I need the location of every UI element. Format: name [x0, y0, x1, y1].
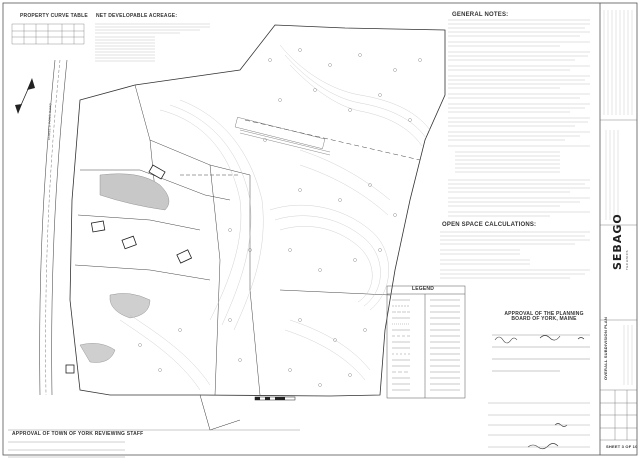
- legend-title: LEGEND: [412, 286, 435, 292]
- firm-logo-subtext: TECHNICS: [625, 249, 629, 270]
- title-block: [600, 120, 637, 440]
- contours: [120, 45, 430, 390]
- road: [40, 60, 67, 395]
- reviewing-staff-title: APPROVAL OF TOWN OF YORK REVIEWING STAFF: [12, 431, 144, 437]
- plan-title: OVERALL SUBDIVISION PLAN: [603, 317, 608, 380]
- scale-bar-icon: [255, 397, 295, 400]
- signature-scribbles: [495, 336, 584, 449]
- curve-table-grid: [12, 24, 84, 44]
- general-notes-title: GENERAL NOTES:: [452, 12, 509, 18]
- firm-logo-text: SEBAGO: [611, 213, 624, 270]
- wetland-hatch: [80, 117, 330, 362]
- net-developable-title: NET DEVELOPABLE ACREAGE:: [96, 13, 178, 19]
- sheet-number: SHEET 3 OF 10: [606, 444, 638, 449]
- open-space-title: OPEN SPACE CALCULATIONS:: [442, 222, 537, 228]
- north-arrow-icon: [15, 78, 35, 114]
- road-label: CHASE'S POND ROAD: [47, 102, 53, 141]
- curve-table-title: PROPERTY CURVE TABLE: [20, 13, 88, 19]
- planning-board-title: APPROVAL OF THE PLANNING BOARD OF YORK, MAINE: [504, 311, 584, 322]
